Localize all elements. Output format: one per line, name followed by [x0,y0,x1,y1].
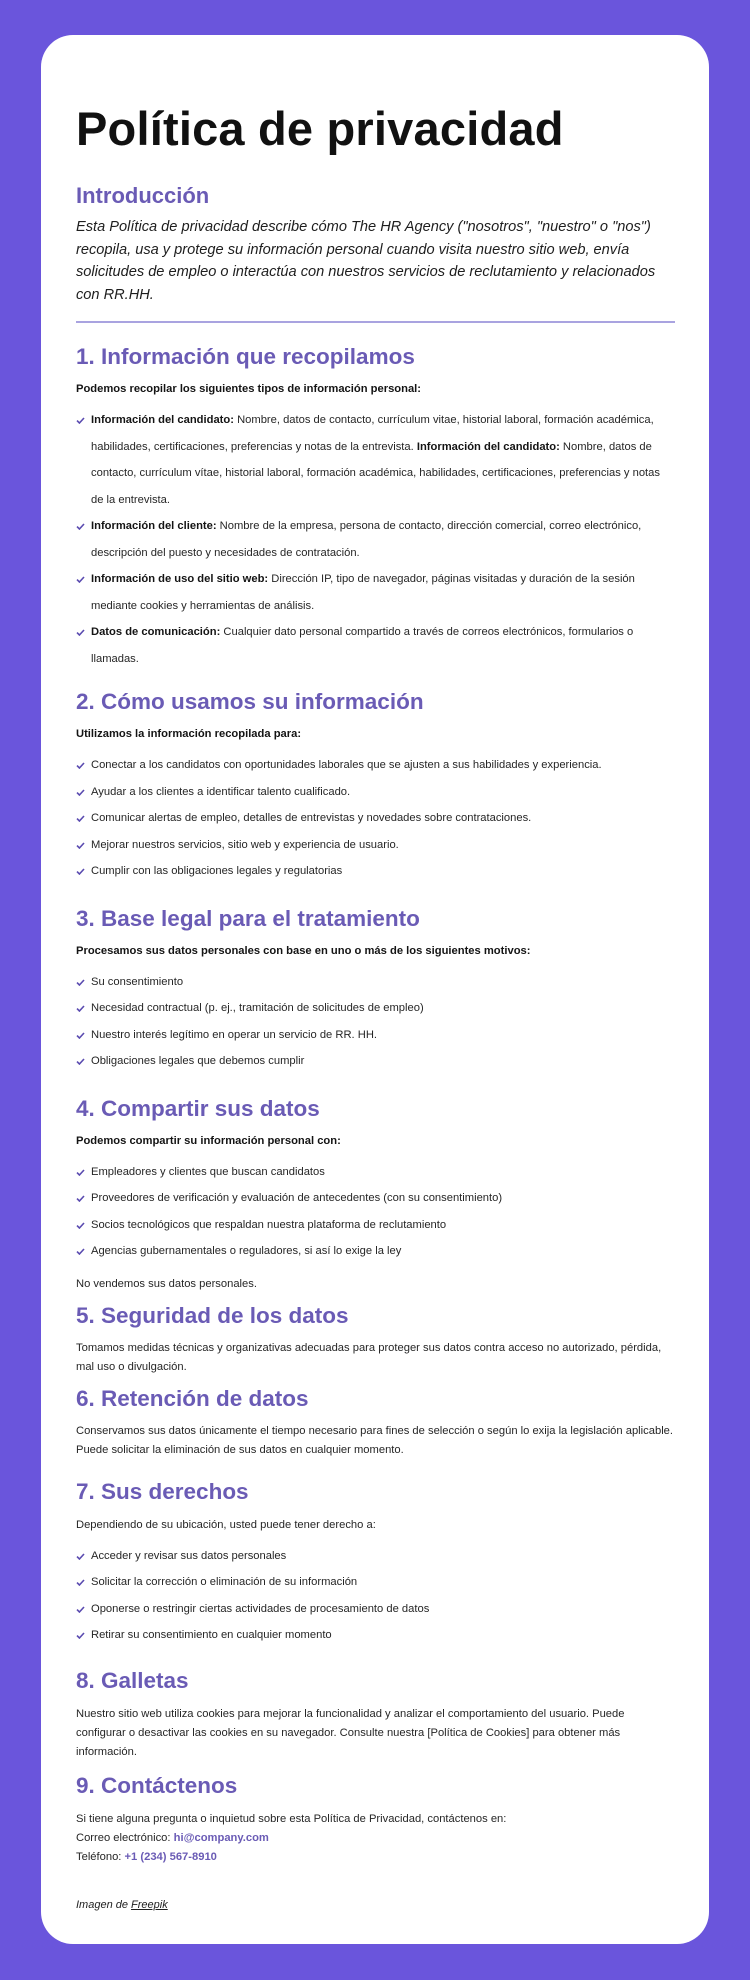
section-heading: 6. Retención de datos [76,1385,309,1411]
item-text: Su consentimiento [91,975,184,988]
section-note: No vendemos sus datos personales. [76,1277,257,1290]
check-icon [76,995,86,1021]
check-icon [76,513,86,539]
section-cookies [76,1667,674,1762]
item-text: Proveedores de verificación y evaluación de antecedentes (con su consentimiento) [91,1192,503,1204]
item-text: Socios tecnológicos que respaldan nuestra plataforma de reclutamiento [91,1218,447,1231]
check-icon [76,1185,86,1211]
item-text: Necesidad contractual (p. ej., tramitación de solicitudes de empleo) [91,1002,424,1014]
list-item [76,1022,674,1049]
section-lead: Podemos compartir su información personal con: [76,1134,341,1147]
item-text: Nombre, datos de contacto, currículum vítae, historial laboral, formación académica, habilidades, certificaciones, preferencias y notas de la entrevista. [91,440,660,506]
list-item [76,832,674,859]
section-how-we-use [76,688,674,885]
section-text: Nuestro sitio web utiliza cookies para mejorar la funcionalidad y analizar el comportamiento del usuario. Puede configurar o desactivar las cookies en su navegador. Consulte nuestra [Política de Cookies] para obtener más información. [76,1707,625,1758]
list-item [76,1185,674,1212]
item-label: Información del candidato: [91,414,234,426]
check-icon [76,1238,86,1264]
section-lead: Utilizamos la información recopilada para: [76,728,302,740]
check-icon [76,619,86,645]
item-label: Datos de comunicación: [91,626,221,638]
list-item [76,513,674,566]
section-text: Conservamos sus datos únicamente el tiempo necesario para fines de selección o según lo exija la legislación aplicable. Puede solicitar la eliminación de sus datos en cualquier momento. [76,1424,674,1456]
list-item [76,1048,674,1075]
check-list [76,1159,674,1265]
item-text: Retirar su consentimiento en cualquier momento [91,1629,332,1641]
check-icon [76,858,86,884]
phone-link[interactable]: +1 (234) 567-8910 [124,1850,217,1863]
contact-phone-line [76,1848,674,1867]
section-retention [76,1385,674,1460]
item-text: Dirección IP, tipo de navegador, páginas visitadas y duración de la sesión mediante cookies y herramientas de análisis. [91,573,635,612]
intro-heading: Introducción [76,183,210,208]
item-text: Oponerse o restringir ciertas actividades de procesamiento de datos [91,1602,430,1615]
check-icon [76,832,86,858]
item-text: Solicitar la corrección o eliminación de su información [91,1576,358,1588]
check-icon [76,969,86,995]
email-link[interactable]: hi@company.com [173,1831,269,1844]
section-heading: 7. Sus derechos [76,1478,249,1504]
list-item [76,1543,674,1570]
list-item [76,995,674,1022]
item-text: Nuestro interés legítimo en operar un servicio de RR. HH. [91,1028,378,1041]
list-item [76,1212,674,1239]
list-item [76,805,674,832]
check-list [76,752,674,885]
section-heading: 3. Base legal para el tratamiento [76,905,420,931]
check-list [76,407,674,672]
section-heading: 8. Galletas [76,1667,189,1693]
section-information-collected [76,343,674,672]
section-heading: 9. Contáctenos [76,1772,238,1798]
list-item [76,566,674,619]
email-label: Correo electrónico: [76,1831,174,1844]
list-item [76,1596,674,1623]
section-heading: 1. Información que recopilamos [76,344,415,369]
item-text: Conectar a los candidatos con oportunidades laborales que se ajusten a sus habilidades y experiencia. [91,759,602,771]
list-item [76,752,674,779]
list-item [76,1622,674,1649]
item-text: Mejorar nuestros servicios, sitio web y experiencia de usuario. [91,838,399,851]
section-heading: 5. Seguridad de los datos [76,1302,349,1328]
list-item [76,407,674,513]
section-security [76,1302,674,1377]
check-icon [76,779,86,805]
list-item [76,1569,674,1596]
credit-prefix: Imagen de [76,1898,132,1911]
item-text: Empleadores y clientes que buscan candidatos [91,1165,325,1178]
list-item [76,1238,674,1265]
item-label: Información del candidato: [416,440,560,453]
item-text: Comunicar alertas de empleo, detalles de entrevistas y novedades sobre contrataciones. [91,812,532,824]
section-sharing [76,1095,674,1294]
item-text: Ayudar a los clientes a identificar talento cualificado. [91,785,351,798]
item-text: Acceder y revisar sus datos personales [91,1549,287,1562]
check-icon [76,752,86,778]
section-rights [76,1478,674,1649]
check-icon [76,1048,86,1074]
item-text: Cualquier dato personal compartido a través de correos electrónicos, formularios o llamadas. [91,626,634,665]
check-icon [76,1543,86,1569]
section-heading: 2. Cómo usamos su información [76,689,424,714]
item-label: Información del cliente: [91,520,217,532]
list-item [76,779,674,806]
policy-card [41,35,709,1944]
list-item [76,619,674,672]
item-text: Agencias gubernamentales o reguladores, si así lo exige la ley [91,1245,402,1257]
page-title: Política de privacidad [76,102,564,155]
section-heading: 4. Compartir sus datos [76,1095,320,1121]
check-icon [76,1159,86,1185]
item-text: Nombre, datos de contacto, currículum vitae, historial laboral, formación académica, habilidades, certificaciones, preferencias y notas de la entrevista. [91,414,654,453]
list-item [76,969,674,996]
section-legal-basis [76,905,674,1075]
check-icon [76,1212,86,1238]
section-text: Tomamos medidas técnicas y organizativas adecuadas para proteger sus datos contra acceso no autorizado, pérdida, mal uso o divulgación. [76,1341,662,1373]
check-icon [76,1622,86,1648]
check-list [76,969,674,1075]
list-item [76,858,674,885]
item-label: Información de uso del sitio web: [91,573,269,585]
check-icon [76,407,86,433]
freepik-link[interactable]: Freepik [131,1898,168,1911]
list-item [76,1159,674,1186]
check-icon [76,805,86,831]
section-contact [76,1772,674,1867]
contact-email-line [76,1829,674,1848]
check-list [76,1543,674,1649]
check-icon [76,566,86,592]
check-icon [76,1596,86,1622]
section-lead: Dependiendo de su ubicación, usted puede tener derecho a: [76,1518,376,1531]
section-text: Si tiene alguna pregunta o inquietud sobre esta Política de Privacidad, contáctenos en: [76,1812,507,1825]
section-lead: Podemos recopilar los siguientes tipos de información personal: [76,383,422,395]
check-icon [76,1022,86,1048]
item-text: Obligaciones legales que debemos cumplir [91,1055,305,1067]
image-credit [76,1899,674,1911]
phone-label: Teléfono: [76,1850,125,1863]
item-text: Nombre de la empresa, persona de contacto, dirección comercial, correo electrónico, descripción del puesto y necesidades de contratación. [91,520,642,559]
section-lead: Procesamos sus datos personales con base en uno o más de los siguientes motivos: [76,944,531,957]
intro-text: Esta Política de privacidad describe cómo The HR Agency ("nosotros", "nuestro" o "nos") recopila, usa y protege su información personal cuando visita nuestro sitio web, envía solicitudes de empleo o interactúa con nuestros servicios de reclutamiento y relacionados con RR.HH. [76,219,656,303]
divider [76,321,675,323]
check-icon [76,1569,86,1595]
item-text: Cumplir con las obligaciones legales y regulatorias [91,865,343,877]
